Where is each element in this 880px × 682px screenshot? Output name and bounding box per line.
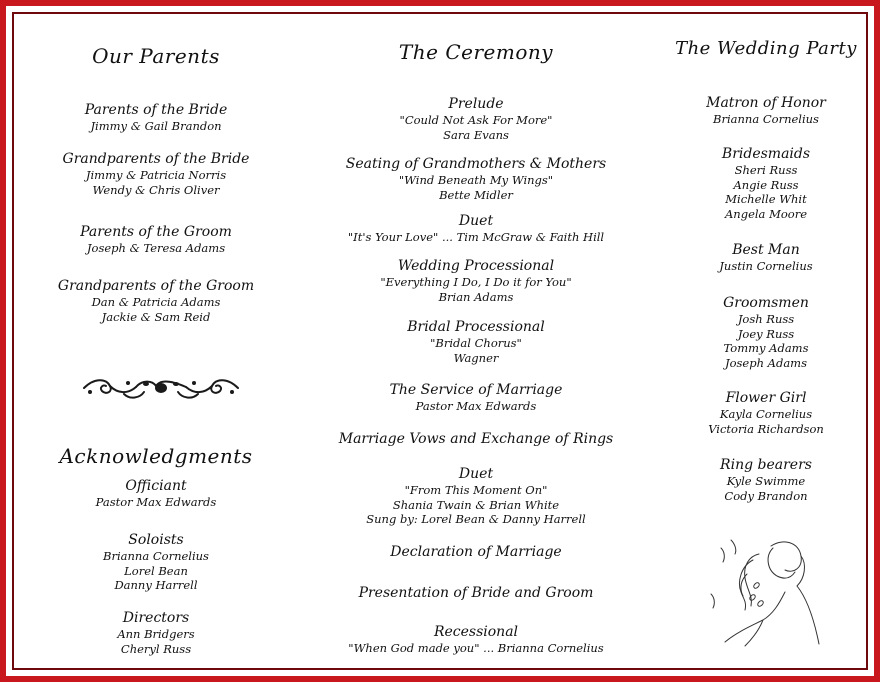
song-line: "Bridal Chorus" — [430, 336, 522, 350]
grandparents-groom-section — [6, 278, 306, 324]
section-heading: Duet — [458, 466, 494, 482]
name-line: Michelle Whit — [725, 192, 807, 206]
bridesmaids-section — [646, 146, 880, 221]
section-heading: Bridal Processional — [407, 319, 545, 335]
seating-section — [306, 156, 646, 202]
section-heading: Officiant — [125, 478, 187, 494]
song-line: "When God made you" ... Brianna Cornelius — [348, 641, 604, 655]
section-heading: Parents of the Bride — [84, 102, 228, 118]
name-line: Kayla Cornelius — [719, 407, 813, 421]
name-line: Josh Russ — [737, 312, 795, 326]
parents-bride-section — [6, 102, 306, 134]
section-heading: Marriage Vows and Exchange of Rings — [338, 431, 614, 447]
name-line: Justin Cornelius — [719, 259, 813, 273]
name-line: Jackie & Sam Reid — [101, 309, 211, 324]
duet-section-1 — [306, 213, 646, 245]
name-line: Brianna Cornelius — [713, 112, 819, 126]
song-line: "Could Not Ask For More" — [399, 113, 553, 127]
section-heading: Soloists — [128, 532, 184, 548]
section-heading: Directors — [122, 610, 190, 626]
ring-bearers-section — [646, 457, 880, 503]
presentation-section — [306, 585, 646, 601]
section-heading: Prelude — [448, 96, 504, 112]
name-line: Jimmy & Gail Brandon — [90, 119, 222, 133]
officiant-line: Pastor Max Edwards — [415, 399, 537, 413]
song-line: "Everything I Do, I Do it for You" — [380, 275, 572, 289]
name-line: Angela Moore — [725, 206, 807, 221]
vows-section — [306, 431, 646, 447]
section-heading: Recessional — [433, 624, 519, 640]
name-line: Victoria Richardson — [708, 421, 824, 436]
name-line: Lorel Bean — [124, 563, 188, 578]
soloists-section — [6, 532, 306, 593]
section-heading: Duet — [458, 213, 494, 229]
section-heading: Ring bearers — [720, 457, 812, 473]
declaration-section — [306, 544, 646, 560]
section-heading: Grandparents of the Bride — [62, 151, 250, 167]
song-line: "Wind Beneath My Wings" — [398, 173, 554, 187]
artist-line: Shania Twain & Brian White — [392, 497, 560, 512]
scroll-ornament-icon — [6, 374, 306, 404]
wedding-party-title: The Wedding Party — [675, 38, 857, 59]
name-line: Jimmy & Patricia Norris — [85, 168, 227, 182]
name-line: Wendy & Chris Oliver — [92, 182, 220, 197]
directors-section — [6, 610, 306, 656]
song-line: "It's Your Love" ... Tim McGraw & Faith Hill — [347, 230, 605, 244]
duet-section-2 — [306, 466, 646, 527]
recessional-section — [306, 624, 646, 656]
section-heading: Best Man — [732, 242, 800, 258]
ceremony-title: The Ceremony — [398, 40, 554, 64]
name-line: Kyle Swimme — [726, 474, 806, 488]
name-line: Dan & Patricia Adams — [91, 295, 221, 309]
section-heading: Bridesmaids — [721, 146, 811, 162]
prelude-section — [306, 96, 646, 142]
section-heading: Presentation of Bride and Groom — [358, 585, 594, 601]
section-heading: Declaration of Marriage — [390, 544, 562, 560]
section-heading: Wedding Processional — [397, 258, 555, 274]
name-line: Brianna Cornelius — [103, 549, 209, 563]
song-line: "From This Moment On" — [404, 483, 548, 497]
name-line: Angie Russ — [733, 177, 799, 192]
artist-line: Bette Midler — [439, 187, 513, 202]
artist-line: Sara Evans — [443, 127, 509, 142]
flower-girl-section — [646, 390, 880, 436]
wedding-processional-section — [306, 258, 646, 304]
service-of-marriage-section — [306, 382, 646, 414]
bride-groom-illustration-icon — [701, 534, 831, 654]
artist-line: Brian Adams — [438, 289, 514, 304]
name-line: Danny Harrell — [114, 578, 198, 592]
name-line: Tommy Adams — [723, 341, 809, 355]
artist-line: Wagner — [453, 350, 499, 365]
parents-groom-section — [6, 224, 306, 256]
our-parents-title: Our Parents — [92, 44, 220, 68]
section-heading: Grandparents of the Groom — [57, 278, 255, 294]
officiant-section — [6, 478, 306, 510]
name-line: Cheryl Russ — [120, 641, 192, 656]
section-heading: Groomsmen — [723, 295, 809, 311]
best-man-section — [646, 242, 880, 274]
sung-by-line: Sung by: Lorel Bean & Danny Harrell — [366, 512, 586, 526]
groomsmen-section — [646, 295, 880, 370]
name-line: Cody Brandon — [724, 488, 808, 503]
section-heading: Matron of Honor — [706, 95, 826, 111]
name-line: Joseph Adams — [725, 355, 807, 370]
name-line: Joseph & Teresa Adams — [86, 241, 226, 255]
matron-section — [646, 95, 880, 127]
section-heading: Seating of Grandmothers & Mothers — [345, 156, 607, 172]
section-heading: Parents of the Groom — [80, 224, 232, 240]
name-line: Joey Russ — [737, 326, 795, 341]
section-heading: Flower Girl — [725, 390, 807, 406]
name-line: Ann Bridgers — [117, 627, 195, 641]
name-line: Pastor Max Edwards — [95, 495, 217, 509]
name-line: Sheri Russ — [734, 163, 798, 177]
bridal-processional-section — [306, 319, 646, 365]
grandparents-bride-section — [6, 151, 306, 197]
section-heading: The Service of Marriage — [389, 382, 563, 398]
acknowledgments-title: Acknowledgments — [59, 444, 253, 468]
